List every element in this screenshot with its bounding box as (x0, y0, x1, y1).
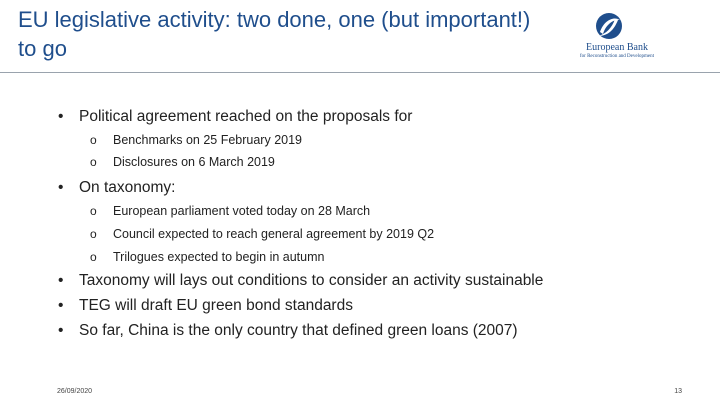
bullet-marker: • (58, 179, 64, 196)
bullet-text: So far, China is the only country that defined green loans (2007) (79, 322, 518, 339)
sub-bullet-text: Benchmarks on 25 February 2019 (113, 133, 302, 147)
page-number: 13 (674, 388, 682, 395)
sub-bullet-text: Disclosures on 6 March 2019 (113, 155, 275, 169)
bullet-text: Political agreement reached on the proposals for (79, 108, 413, 125)
sub-bullet-text: Trilogues expected to begin in autumn (113, 250, 325, 264)
logo-subtitle: for Reconstruction and Development (579, 54, 654, 59)
footer-date: 26/09/2020 (57, 388, 93, 395)
bullet-text: Taxonomy will lays out conditions to consider an activity sustainable (79, 272, 544, 289)
sub-bullet-marker: o (90, 227, 97, 241)
bullet-marker: • (58, 322, 64, 339)
sub-bullet-marker: o (90, 155, 97, 169)
sub-bullet-marker: o (90, 250, 97, 264)
logo-name: European Bank (586, 42, 648, 53)
sub-bullet-marker: o (90, 204, 97, 218)
sub-bullet-text: Council expected to reach general agreement by 2019 Q2 (113, 227, 435, 241)
slide-title: EU legislative activity: two done, one (but important!) to go (18, 7, 531, 61)
bullet-marker: • (58, 108, 64, 125)
bullet-text: TEG will draft EU green bond standards (79, 297, 353, 314)
sub-bullet-text: European parliament voted today on 28 March (113, 204, 371, 218)
bullet-marker: • (58, 297, 64, 314)
bullet-marker: • (58, 272, 64, 289)
bullet-text: On taxonomy: (79, 179, 176, 196)
sub-bullet-marker: o (90, 133, 97, 147)
